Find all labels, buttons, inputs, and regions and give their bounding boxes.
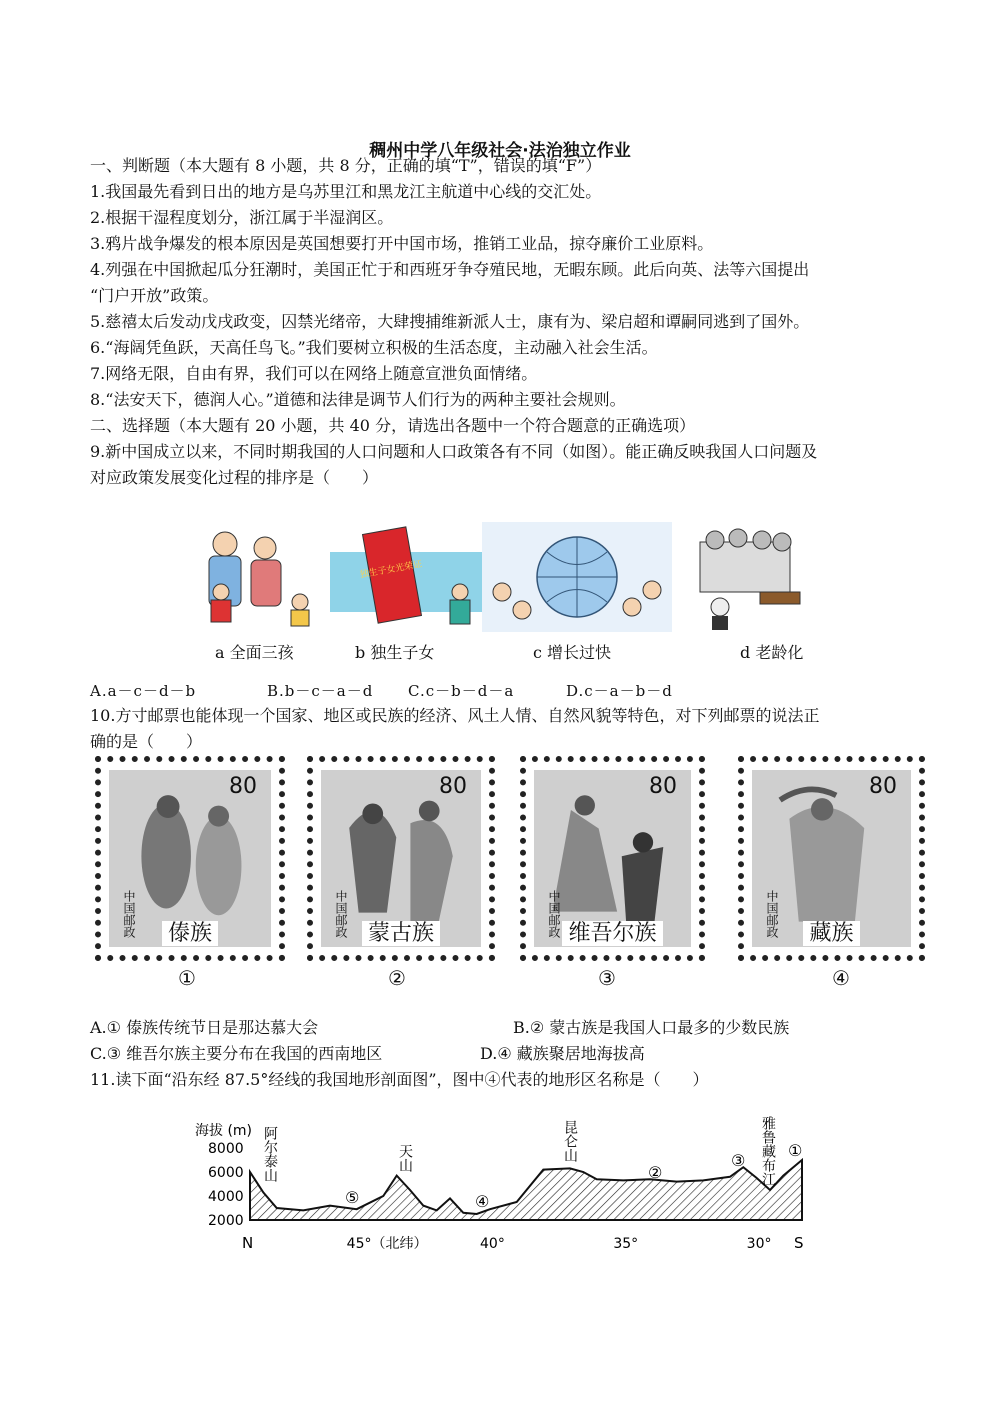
stamp-uyghur bbox=[520, 756, 705, 961]
caption-c: c 增长过快 bbox=[533, 643, 612, 662]
x-tick-label: 40° bbox=[480, 1236, 505, 1252]
q9-option-d: D.c－a－b－d bbox=[566, 682, 673, 700]
terrain-area bbox=[250, 1160, 802, 1220]
mountain-label: 天山 bbox=[397, 1144, 413, 1172]
stamp-price: 80 bbox=[869, 774, 897, 799]
stamp-name: 藏族 bbox=[803, 921, 859, 946]
region-marker: ⑤ bbox=[345, 1188, 360, 1207]
question-1: 1.我国最先看到日出的地方是乌苏里江和黑龙江主航道中心线的交汇处。 bbox=[90, 182, 602, 201]
region-marker: ③ bbox=[731, 1151, 746, 1170]
stamp-country: 中国邮政 bbox=[122, 890, 136, 938]
question-10-cont: 确的是（ ） bbox=[90, 732, 203, 751]
stamp-price: 80 bbox=[439, 774, 467, 799]
stamp-number-1: ① bbox=[178, 966, 196, 990]
certificate-text: 独生子女光荣证 bbox=[359, 559, 424, 581]
section1-header: 一、判断题（本大题有 8 小题，共 8 分，正确的填“T”，错误的填“F”） bbox=[90, 156, 602, 175]
question-5: 5.慈禧太后发动戊戌政变，囚禁光绪帝，大肆搜捕维新派人士，康有为、梁启超和谭嗣同逃到了国外。 bbox=[90, 312, 810, 331]
stamp-price: 80 bbox=[229, 774, 257, 799]
mountain-label: 昆仑山 bbox=[562, 1120, 578, 1162]
stamp-mongol bbox=[307, 756, 495, 961]
question-11: 11.读下面“沿东经 87.5°经线的我国地形剖面图”，图中④代表的地形区名称是（ ） bbox=[90, 1070, 709, 1089]
y-tick-label: 4000 bbox=[208, 1189, 244, 1205]
caption-d: d 老龄化 bbox=[740, 643, 804, 662]
q10-option-c: C.③ 维吾尔族主要分布在我国的西南地区 bbox=[90, 1044, 383, 1063]
x-tick-label: 30° bbox=[746, 1236, 772, 1252]
q9-option-b: B.b－c－a－d bbox=[267, 682, 374, 700]
x-tick-label: 35° bbox=[613, 1236, 639, 1252]
q10-option-a: A.① 傣族传统节日是那达慕大会 bbox=[90, 1018, 319, 1037]
region-marker: ① bbox=[788, 1141, 803, 1160]
question-4-cont: “门户开放”政策。 bbox=[90, 286, 219, 305]
stamp-name: 傣族 bbox=[162, 921, 218, 946]
y-tick-label: 8000 bbox=[208, 1141, 244, 1157]
page-title: 稠州中学八年级社会·法治独立作业 bbox=[369, 141, 631, 161]
question-9: 9.新中国成立以来，不同时期我国的人口问题和人口政策各有不同（如图）。能正确反映我国人口问题及 bbox=[90, 442, 818, 461]
stamp-dai bbox=[95, 756, 285, 961]
question-4: 4.列强在中国掀起瓜分狂潮时，美国正忙于和西班牙争夺殖民地，无暇东顾。此后向英、法等六国提出 bbox=[90, 260, 810, 279]
stamp-number-3: ③ bbox=[598, 966, 616, 990]
stamp-tibetan bbox=[738, 756, 925, 961]
stamp-number-4: ④ bbox=[832, 966, 850, 990]
stamp-country: 中国邮政 bbox=[547, 890, 561, 938]
question-7: 7.网络无限，自由有界，我们可以在网络上随意宣泄负面情绪。 bbox=[90, 364, 538, 383]
stamp-price: 80 bbox=[649, 774, 677, 799]
question-3: 3.鸦片战争爆发的根本原因是英国想要打开中国市场，推销工业品，掠夺廉价工业原料。 bbox=[90, 234, 714, 253]
q10-option-d: D.④ 藏族聚居地海拔高 bbox=[480, 1044, 645, 1063]
y-axis-label: 海拔 (m) bbox=[195, 1123, 253, 1139]
stamp-name: 蒙古族 bbox=[362, 921, 440, 946]
question-6: 6.“海阔凭鱼跃，天高任鸟飞。”我们要树立积极的生活态度，主动融入社会生活。 bbox=[90, 338, 658, 357]
mountain-label: 阿尔泰山 bbox=[262, 1126, 278, 1182]
aging-population-illustration bbox=[690, 522, 880, 632]
question-9-cont: 对应政策发展变化过程的排序是（ ） bbox=[90, 468, 379, 487]
south-label: S bbox=[794, 1234, 804, 1252]
q10-option-b: B.② 蒙古族是我国人口最多的少数民族 bbox=[513, 1018, 790, 1037]
question-8: 8.“法安天下，德润人心。”道德和法律是调节人们行为的两种主要社会规则。 bbox=[90, 390, 626, 409]
y-tick-label: 2000 bbox=[208, 1213, 244, 1229]
caption-b: b 独生子女 bbox=[355, 643, 435, 662]
terrain-profile-chart bbox=[190, 1100, 820, 1260]
region-marker: ② bbox=[648, 1163, 663, 1182]
stamp-number-2: ② bbox=[388, 966, 406, 990]
question-2: 2.根据干湿程度划分，浙江属于半湿润区。 bbox=[90, 208, 394, 227]
stamp-country: 中国邮政 bbox=[334, 890, 348, 938]
caption-a: a 全面三孩 bbox=[215, 643, 294, 662]
stamp-name: 维吾尔族 bbox=[562, 921, 662, 946]
mountain-label: 雅鲁藏布江 bbox=[760, 1116, 776, 1186]
x-tick-label: 45°（北纬） bbox=[346, 1236, 428, 1252]
section2-header: 二、选择题（本大题有 20 小题，共 40 分，请选出各题中一个符合题意的正确选项） bbox=[90, 416, 696, 435]
question-10: 10.方寸邮票也能体现一个国家、地区或民族的经济、风土人情、自然风貌等特色，对下列邮票的说法正 bbox=[90, 706, 820, 725]
crowded-globe-illustration bbox=[482, 522, 672, 632]
stamp-country: 中国邮政 bbox=[765, 890, 779, 938]
q9-option-a: A.a－c－d－b bbox=[90, 682, 197, 700]
q9-option-c: C.c－b－d－a bbox=[408, 682, 515, 700]
y-tick-label: 6000 bbox=[208, 1165, 244, 1181]
north-label: N bbox=[242, 1234, 254, 1252]
region-marker: ④ bbox=[475, 1192, 490, 1211]
